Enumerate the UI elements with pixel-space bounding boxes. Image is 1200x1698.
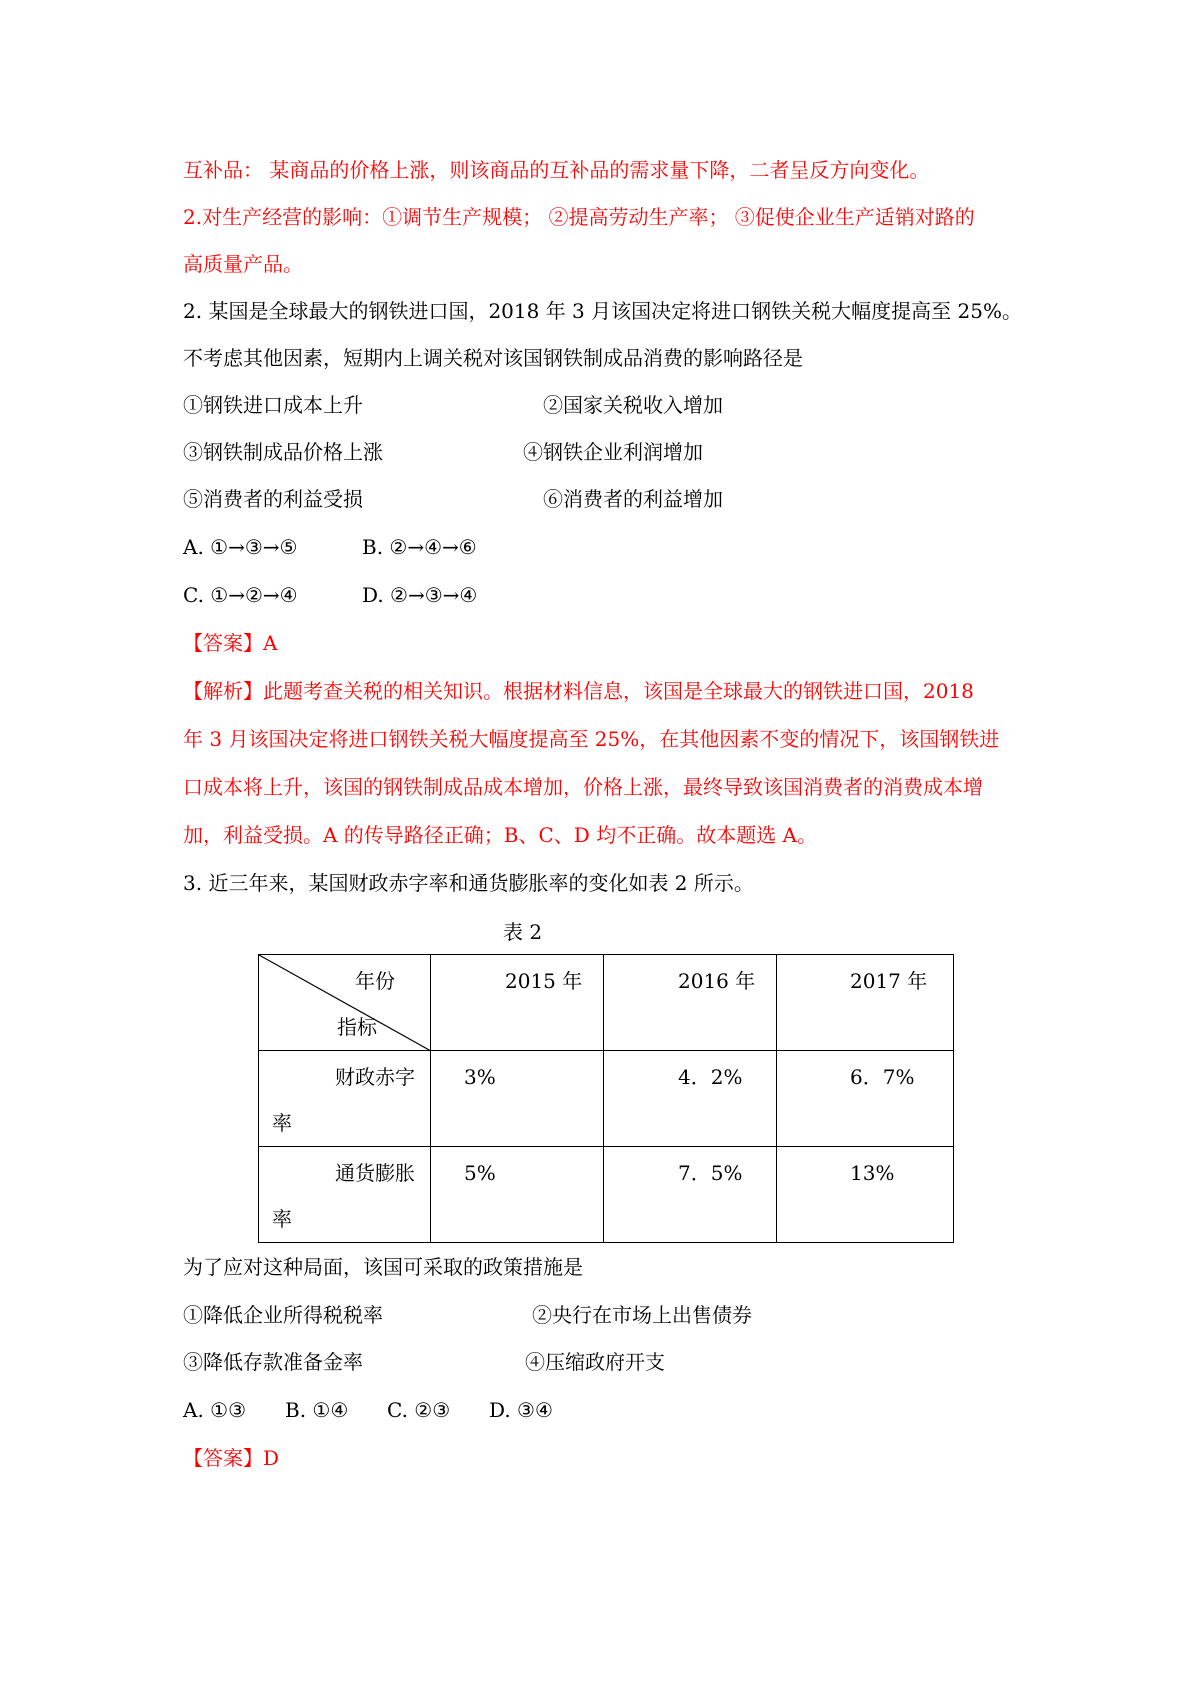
q3-choice-a: A. ①③ xyxy=(183,1398,247,1422)
table-cell xyxy=(431,1051,604,1147)
table-cell xyxy=(604,1051,777,1147)
q2-item-4: ④钢铁企业利润增加 xyxy=(523,440,703,464)
q2-item-2: ②国家关税收入增加 xyxy=(543,393,723,417)
q3-choice-b: B. ①④ xyxy=(285,1398,349,1422)
q3-item-4: ④压缩政府开支 xyxy=(525,1350,665,1374)
cell-value: 13% xyxy=(850,1161,895,1185)
q2-analysis-line2: 年 3 月该国决定将进口钢铁关税大幅度提高至 25%，在其他因素不变的情况下，该国钢铁进 xyxy=(183,727,1000,751)
q2-item-6: ⑥消费者的利益增加 xyxy=(543,487,723,511)
q2-item-3: ③钢铁制成品价格上涨 xyxy=(183,440,383,464)
year-header: 2017 年 xyxy=(850,969,928,993)
table-corner-cell xyxy=(259,955,431,1051)
q2-choice-a: A. ①→③→⑤ xyxy=(183,535,298,559)
row-label-part-a: 通货膨胀 xyxy=(335,1161,415,1185)
corner-top-label: 年份 xyxy=(355,969,395,993)
year-header-cell xyxy=(431,955,604,1051)
q2-answer: 【答案】A xyxy=(183,631,278,655)
q3-stem: 3. 近三年来，某国财政赤字率和通货膨胀率的变化如表 2 所示。 xyxy=(183,871,754,895)
table-caption: 表 2 xyxy=(503,920,543,944)
row-label-part-b: 率 xyxy=(272,1111,292,1135)
table-cell xyxy=(777,1147,954,1243)
row-label-part-a: 财政赤字 xyxy=(335,1065,415,1089)
cell-value: 3% xyxy=(464,1065,496,1089)
cell-value: 6．7% xyxy=(850,1065,915,1089)
q2-analysis-line1: 【解析】此题考查关税的相关知识。根据材料信息，该国是全球最大的钢铁进口国，2018 xyxy=(183,679,974,703)
q2-item-1: ①钢铁进口成本上升 xyxy=(183,393,363,417)
q2-choice-d: D. ②→③→④ xyxy=(362,583,478,607)
q3-question: 为了应对这种局面，该国可采取的政策措施是 xyxy=(183,1255,583,1279)
cell-value: 7．5% xyxy=(678,1161,743,1185)
corner-bottom-label: 指标 xyxy=(337,1015,377,1039)
complement-note: 互补品： 某商品的价格上涨，则该商品的互补品的需求量下降，二者呈反方向变化。 xyxy=(183,158,930,182)
q2-item-5: ⑤消费者的利益受损 xyxy=(183,487,363,511)
year-header: 2015 年 xyxy=(505,969,583,993)
q2-analysis-line3: 口成本将上升，该国的钢铁制成品成本增加，价格上涨，最终导致该国消费者的消费成本增 xyxy=(183,775,983,799)
q2-choice-b: B. ②→④→⑥ xyxy=(362,535,477,559)
year-header-cell xyxy=(777,955,954,1051)
table-cell xyxy=(431,1147,604,1243)
row-label-part-b: 率 xyxy=(272,1207,292,1231)
q2-stem-line1: 2. 某国是全球最大的钢铁进口国，2018 年 3 月该国决定将进口钢铁关税大幅度提高至 25%。 xyxy=(183,299,1022,323)
effect-note-line1: 2.对生产经营的影响：①调节生产规模； ②提高劳动生产率； ③促使企业生产适销对路的 xyxy=(183,205,975,229)
q3-choice-c: C. ②③ xyxy=(387,1398,451,1422)
q3-answer: 【答案】D xyxy=(183,1446,280,1470)
table-cell xyxy=(604,1147,777,1243)
cell-value: 5% xyxy=(464,1161,496,1185)
year-header-cell xyxy=(604,955,777,1051)
table-cell xyxy=(777,1051,954,1147)
year-header: 2016 年 xyxy=(678,969,756,993)
effect-note-line2: 高质量产品。 xyxy=(183,252,303,276)
cell-value: 4．2% xyxy=(678,1065,743,1089)
q2-choice-c: C. ①→②→④ xyxy=(183,583,298,607)
q2-stem-line2: 不考虑其他因素，短期内上调关税对该国钢铁制成品消费的影响路径是 xyxy=(183,346,803,370)
q2-analysis-line4: 加，利益受损。A 的传导路径正确；B、C、D 均不正确。故本题选 A。 xyxy=(183,823,817,847)
q3-item-2: ②央行在市场上出售债券 xyxy=(532,1303,752,1327)
q3-item-1: ①降低企业所得税税率 xyxy=(183,1303,383,1327)
row-label-cell xyxy=(259,1147,431,1243)
data-table xyxy=(258,954,954,1243)
q3-choice-d: D. ③④ xyxy=(489,1398,553,1422)
q3-item-3: ③降低存款准备金率 xyxy=(183,1350,363,1374)
row-label-cell xyxy=(259,1051,431,1147)
